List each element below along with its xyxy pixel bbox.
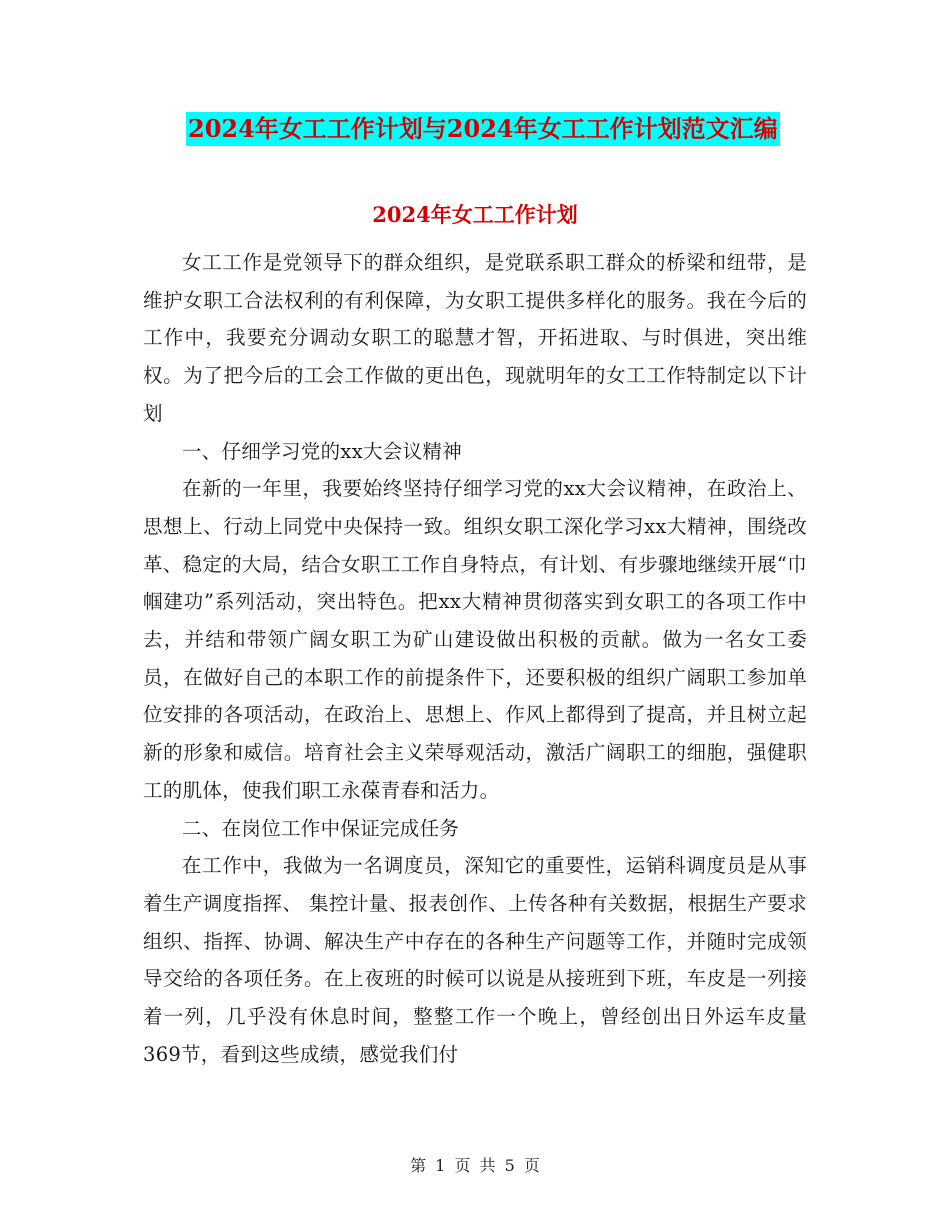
intro-paragraph: 女工工作是党领导下的群众组织，是党联系职工群众的桥梁和纽带，是维护女职工合法权利的有利保障，为女职工提供多样化的服务。我在今后的工作中，我要充分调动女职工的聪慧才智，开拓进取、与时俱进，突出维权。为了把今后的工会工作做的更出色，现就明年的女工工作特制定以下计划: [143, 251, 807, 425]
study-spirit-paragraph: 在新的一年里，我要始终坚持仔细学习党的xx大会议精神，在政治上、思想上、行动上同党中央保持一致。组织女职工深化学习xx大精神，围绕改革、稳定的大局，结合女职工工作自身特点，有计划、有步骤地继续开展“巾帼建功”系列活动，突出特色。把xx大精神贯彻落实到女职工的各项工作中去，并结和带领广阔女职工为矿山建设做出积极的贡献。做为一名女工委员，在做好自己的本职工作的前提条件下，还要积极的组织广阔职工参加单位安排的各项活动，在政治上、思想上、作风上都得到了提高，并且树立起新的形象和威信。培育社会主义荣辱观活动，激活广阔职工的细胞，强健职工的肌体，使我们职工永葆青春和活力。: [143, 477, 807, 802]
page-footer: 第 1 页 共 5 页: [410, 1156, 540, 1175]
main-title: 2024年女工工作计划与2024年女工工作计划范文汇编: [186, 112, 780, 146]
document-body: [143, 244, 807, 1073]
section-title: 2024年女工工作计划: [372, 202, 578, 227]
heading-job-tasks: 二、在岗位工作中保证完成任务: [182, 816, 460, 840]
job-tasks-paragraph: 在工作中，我做为一名调度员，深知它的重要性，运销科调度员是从事着生产调度指挥、 集控计量、报表创作、上传各种有关数据，根据生产要求组织、指挥、协调、解决生产中存在的各种生产问题等工作，并随时完成领导交给的各项任务。在上夜班的时候可以说是从接班到下班，车皮是一列接着一列，几乎没有休息时间，整整工作一个晚上，曾经创出日外运车皮量369节，看到这些成绩，感觉我们付: [143, 854, 807, 1066]
heading-study-spirit: 一、仔细学习党的xx大会议精神: [182, 439, 462, 463]
